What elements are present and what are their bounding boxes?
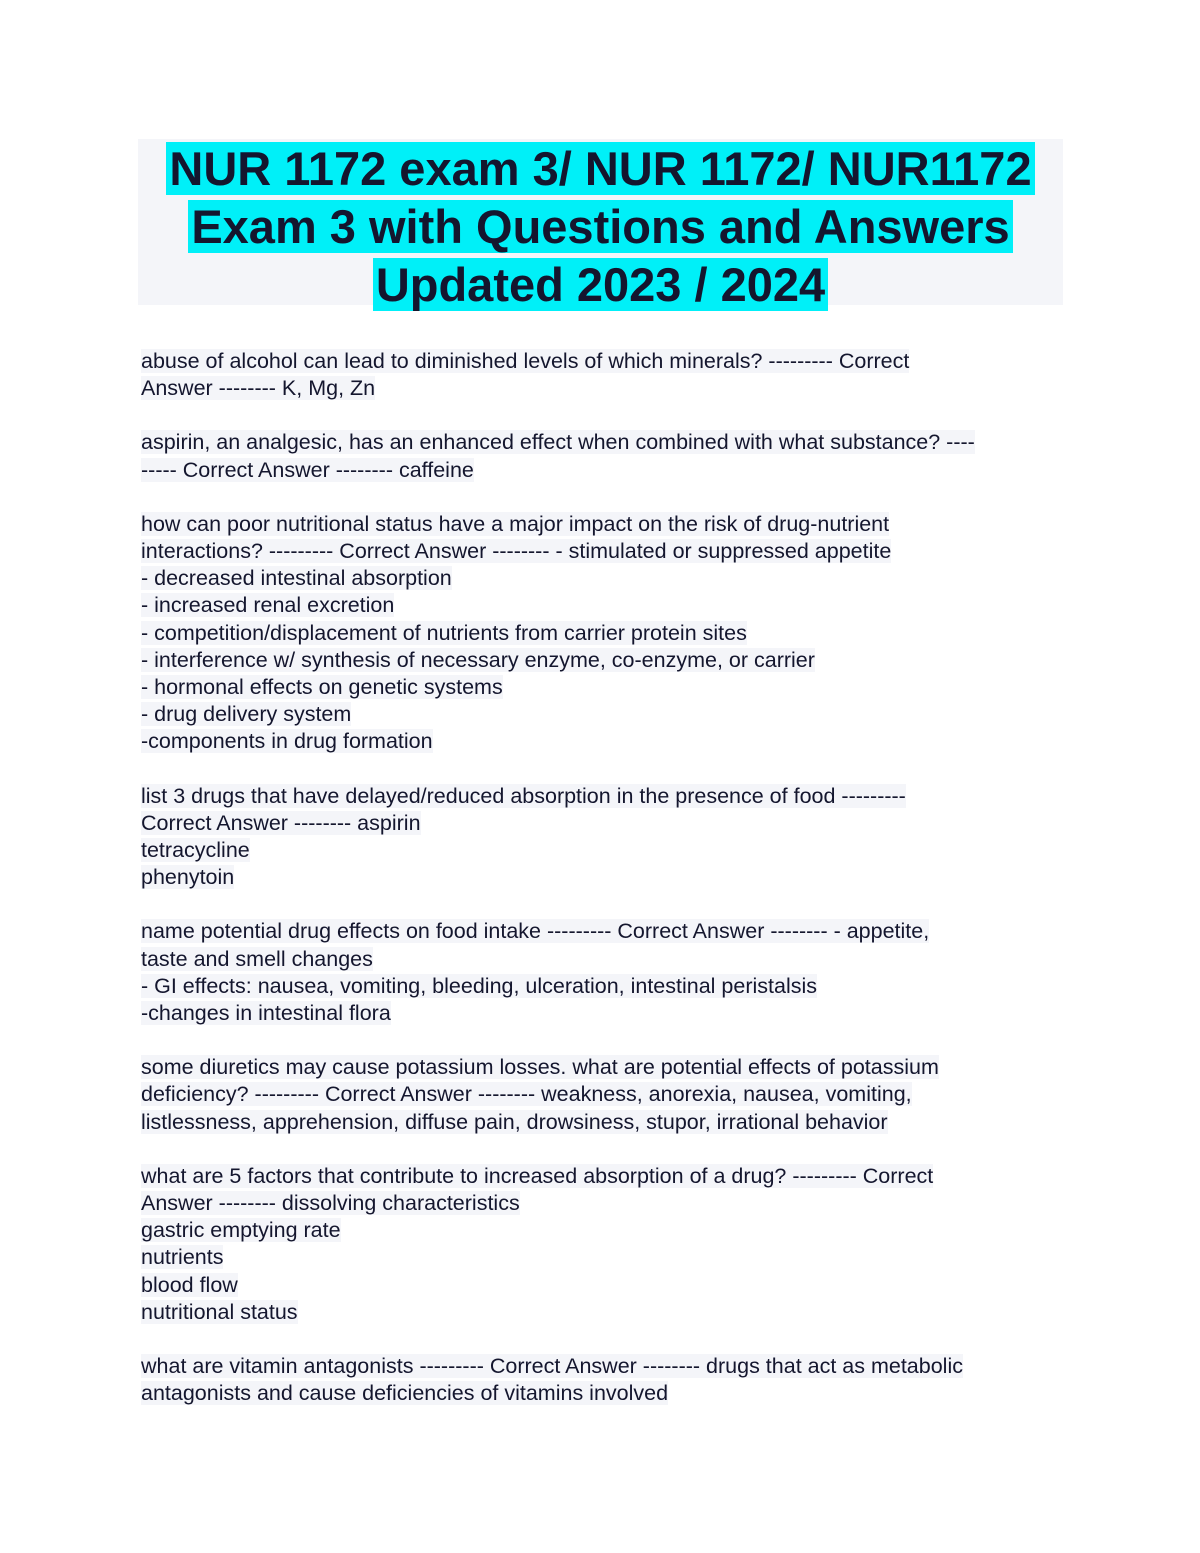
- qa-line: tetracycline: [141, 838, 250, 863]
- qa-line: aspirin, an analgesic, has an enhanced effect when combined with what substance? ----: [141, 430, 975, 455]
- qa-line: phenytoin: [141, 865, 235, 890]
- document-title: [138, 139, 1063, 311]
- qa-line: nutritional status: [141, 1299, 298, 1324]
- qa-entry-drug-effects-food-intake: [141, 918, 1061, 1027]
- qa-line: listlessness, apprehension, diffuse pain, drowsiness, stupor, irrational behavior: [141, 1109, 888, 1134]
- qa-line: Answer -------- dissolving characteristics: [141, 1191, 520, 1216]
- qa-entry-poor-nutrition: [141, 511, 1061, 756]
- qa-line: what are vitamin antagonists --------- Correct Answer -------- drugs that act as metabolic: [141, 1354, 963, 1379]
- qa-line: deficiency? --------- Correct Answer -------- weakness, anorexia, nausea, vomiting,: [141, 1082, 912, 1107]
- qa-line: Answer -------- K, Mg, Zn: [141, 376, 376, 401]
- qa-line: name potential drug effects on food intake --------- Correct Answer -------- - appetite,: [141, 919, 930, 944]
- qa-line: blood flow: [141, 1272, 238, 1297]
- qa-line: how can poor nutritional status have a major impact on the risk of drug-nutrient: [141, 511, 890, 536]
- qa-entry-alcohol-minerals: [141, 348, 1061, 402]
- qa-line: antagonists and cause deficiencies of vitamins involved: [141, 1381, 669, 1406]
- qa-line: nutrients: [141, 1245, 224, 1270]
- qa-line: - hormonal effects on genetic systems: [141, 675, 503, 700]
- qa-line: abuse of alcohol can lead to diminished levels of which minerals? --------- Correct: [141, 349, 910, 373]
- title-line: NUR 1172 exam 3/ NUR 1172/ NUR1172: [138, 142, 1063, 196]
- title-line: Exam 3 with Questions and Answers: [138, 200, 1063, 254]
- qa-line: taste and smell changes: [141, 946, 373, 971]
- qa-entry-aspirin-enhancer: [141, 429, 1061, 483]
- qa-line: list 3 drugs that have delayed/reduced absorption in the presence of food ---------: [141, 783, 906, 808]
- qa-line: -changes in intestinal flora: [141, 1001, 391, 1026]
- qa-entry-absorption-factors: [141, 1163, 1061, 1326]
- qa-line: what are 5 factors that contribute to increased absorption of a drug? --------- Correct: [141, 1163, 934, 1188]
- qa-line: - GI effects: nausea, vomiting, bleeding, ulceration, intestinal peristalsis: [141, 973, 818, 998]
- qa-line: some diuretics may cause potassium losses. what are potential effects of potassium: [141, 1055, 939, 1080]
- qa-line: -components in drug formation: [141, 729, 433, 754]
- qa-line: Correct Answer -------- aspirin: [141, 810, 421, 835]
- qa-line: - increased renal excretion: [141, 593, 395, 618]
- qa-line: - decreased intestinal absorption: [141, 566, 452, 591]
- qa-line: - interference w/ synthesis of necessary enzyme, co-enzyme, or carrier: [141, 647, 815, 672]
- qa-entry-delayed-absorption: [141, 783, 1061, 892]
- qa-line: gastric emptying rate: [141, 1218, 341, 1243]
- qa-line: interactions? --------- Correct Answer -------- - stimulated or suppressed appetite: [141, 539, 892, 564]
- qa-list: [141, 348, 1061, 1435]
- qa-entry-vitamin-antagonists: [141, 1353, 1061, 1407]
- qa-line: - competition/displacement of nutrients from carrier protein sites: [141, 620, 747, 645]
- qa-line: ----- Correct Answer -------- caffeine: [141, 457, 474, 482]
- title-line: Updated 2023 / 2024: [138, 258, 1063, 312]
- qa-entry-potassium-deficiency: [141, 1054, 1061, 1136]
- qa-line: - drug delivery system: [141, 702, 352, 727]
